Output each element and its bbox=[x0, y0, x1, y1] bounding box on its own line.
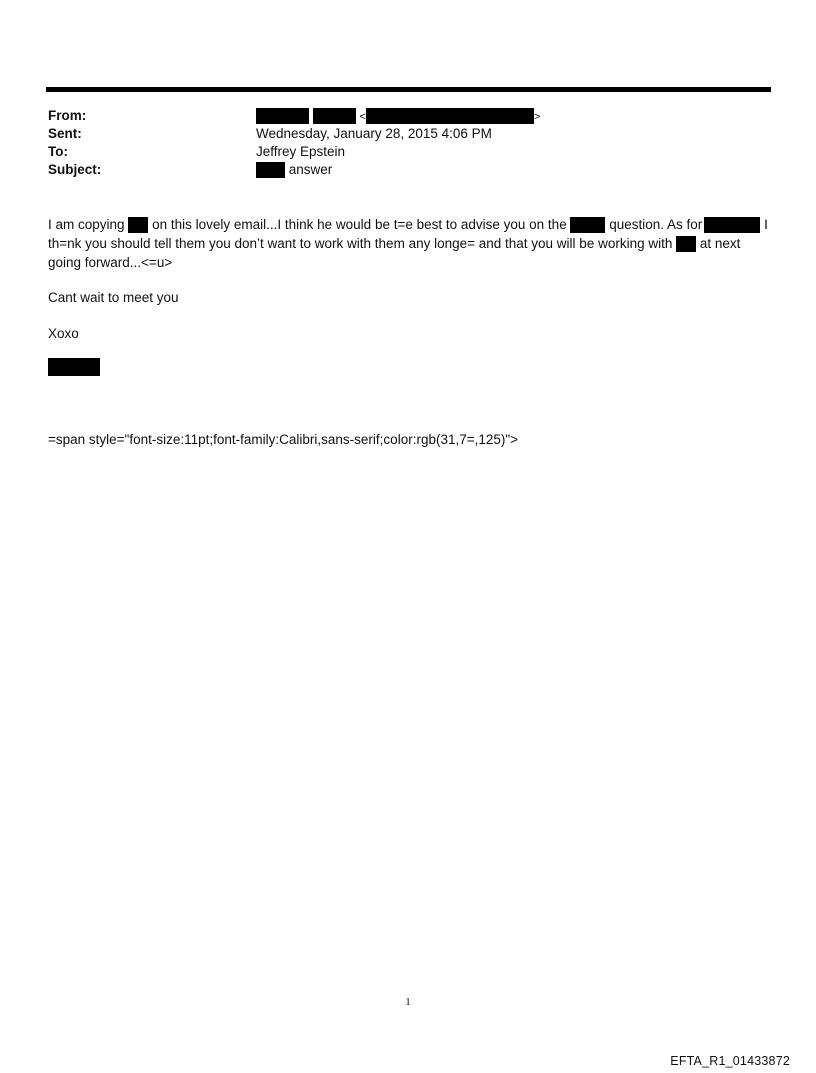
header-rule bbox=[46, 87, 771, 92]
redacted-sender-first-name bbox=[256, 108, 309, 124]
body-line-2 bbox=[48, 234, 740, 253]
body-line-1-part-d: I bbox=[764, 217, 768, 232]
to-row bbox=[48, 143, 345, 161]
subject-label: Subject: bbox=[48, 162, 102, 177]
page-number: 1 bbox=[405, 996, 411, 1008]
body-line-2-part-a: th=nk you should tell them you don’t want to work with them any longe= and that you will be working with bbox=[48, 236, 673, 251]
body-code-line: =span style="font-size:11pt;font-family:Calibri,sans-serif;color:rgb(31,7=,125)"> bbox=[48, 432, 519, 447]
body-line-1 bbox=[48, 215, 768, 234]
body-line-1-part-b: on this lovely email...I think he would be t=e best to advise you on the bbox=[152, 217, 567, 232]
redacted-name-1 bbox=[128, 217, 148, 233]
document-id: EFTA_R1_01433872 bbox=[670, 1054, 790, 1068]
body-paragraph-3: Xoxo bbox=[48, 326, 79, 341]
subject-value-wrap bbox=[256, 161, 332, 179]
redacted-topic bbox=[570, 217, 605, 233]
redacted-signature bbox=[48, 358, 100, 376]
redacted-sender-last-name bbox=[313, 108, 356, 124]
to-value: Jeffrey Epstein bbox=[256, 144, 346, 159]
sent-label: Sent: bbox=[48, 126, 82, 141]
subject-value: answer bbox=[288, 162, 333, 177]
body-paragraph-2: Cant wait to meet you bbox=[48, 290, 179, 305]
redacted-sender-email bbox=[366, 108, 534, 124]
from-close-bracket: > bbox=[533, 111, 541, 123]
subject-row bbox=[48, 161, 332, 179]
body-line-2-part-b: at next bbox=[699, 236, 741, 251]
sent-value: Wednesday, January 28, 2015 4:06 PM bbox=[256, 126, 492, 141]
body-line-1-part-a: I am copying bbox=[48, 217, 125, 232]
from-label: From: bbox=[48, 108, 87, 123]
from-value bbox=[256, 107, 540, 126]
from-open-bracket: < bbox=[359, 111, 366, 123]
redacted-name-2 bbox=[704, 217, 760, 233]
redacted-subject-word bbox=[256, 162, 285, 178]
sent-row bbox=[48, 125, 492, 143]
redacted-name-3 bbox=[676, 236, 696, 252]
from-row bbox=[48, 107, 540, 125]
body-line-3: going forward...<=u> bbox=[48, 255, 173, 270]
to-label: To: bbox=[48, 144, 68, 159]
body-line-1-part-c: question. As for bbox=[609, 217, 703, 232]
